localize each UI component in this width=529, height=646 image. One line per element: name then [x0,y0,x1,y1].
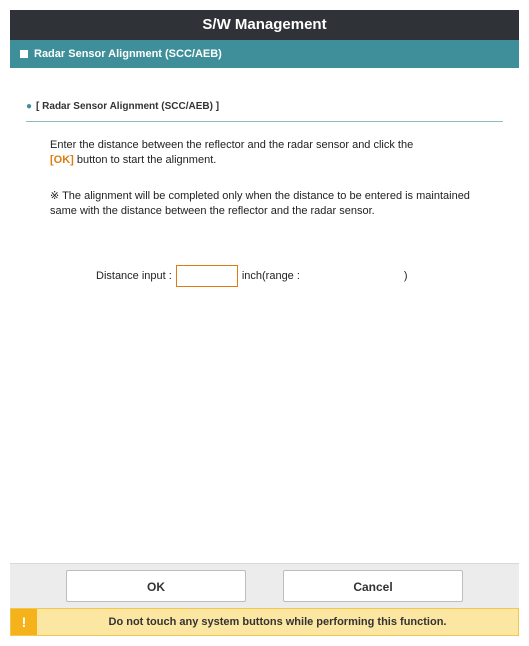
function-title: Radar Sensor Alignment (SCC/AEB) [34,48,222,60]
distance-input-row [96,264,408,288]
instruction-text [50,138,490,168]
alignment-note: ※ The alignment will be completed only when the distance to be entered is maintained same with the distance between the reflector and the radar sensor. [50,190,470,217]
ok-button[interactable]: OK [66,570,246,602]
distance-label: Distance input : [96,270,172,282]
instruction-line: Enter the distance between the reflector and the radar sensor and click the [50,139,414,151]
warning-banner [10,608,519,636]
button-bar [10,563,519,609]
ok-keyword: [OK] [50,154,74,166]
distance-input[interactable] [176,265,238,287]
content-area [10,68,519,568]
cancel-button[interactable]: Cancel [283,570,463,602]
instruction-line-end: button to start the alignment. [73,154,217,166]
section-header [26,101,503,122]
bullet-dot-icon: ● [26,101,33,112]
square-bullet-icon [20,50,28,58]
section-title: [ Radar Sensor Alignment (SCC/AEB) ] [36,101,220,112]
warning-text: Do not touch any system buttons while performing this function. [108,616,447,628]
distance-unit-range: inch(range : [241,270,300,282]
sw-management-window [10,10,519,636]
distance-range-close: ) [403,270,408,282]
function-header [10,40,519,68]
warning-icon: ! [11,609,37,635]
window-title: S/W Management [10,10,519,40]
